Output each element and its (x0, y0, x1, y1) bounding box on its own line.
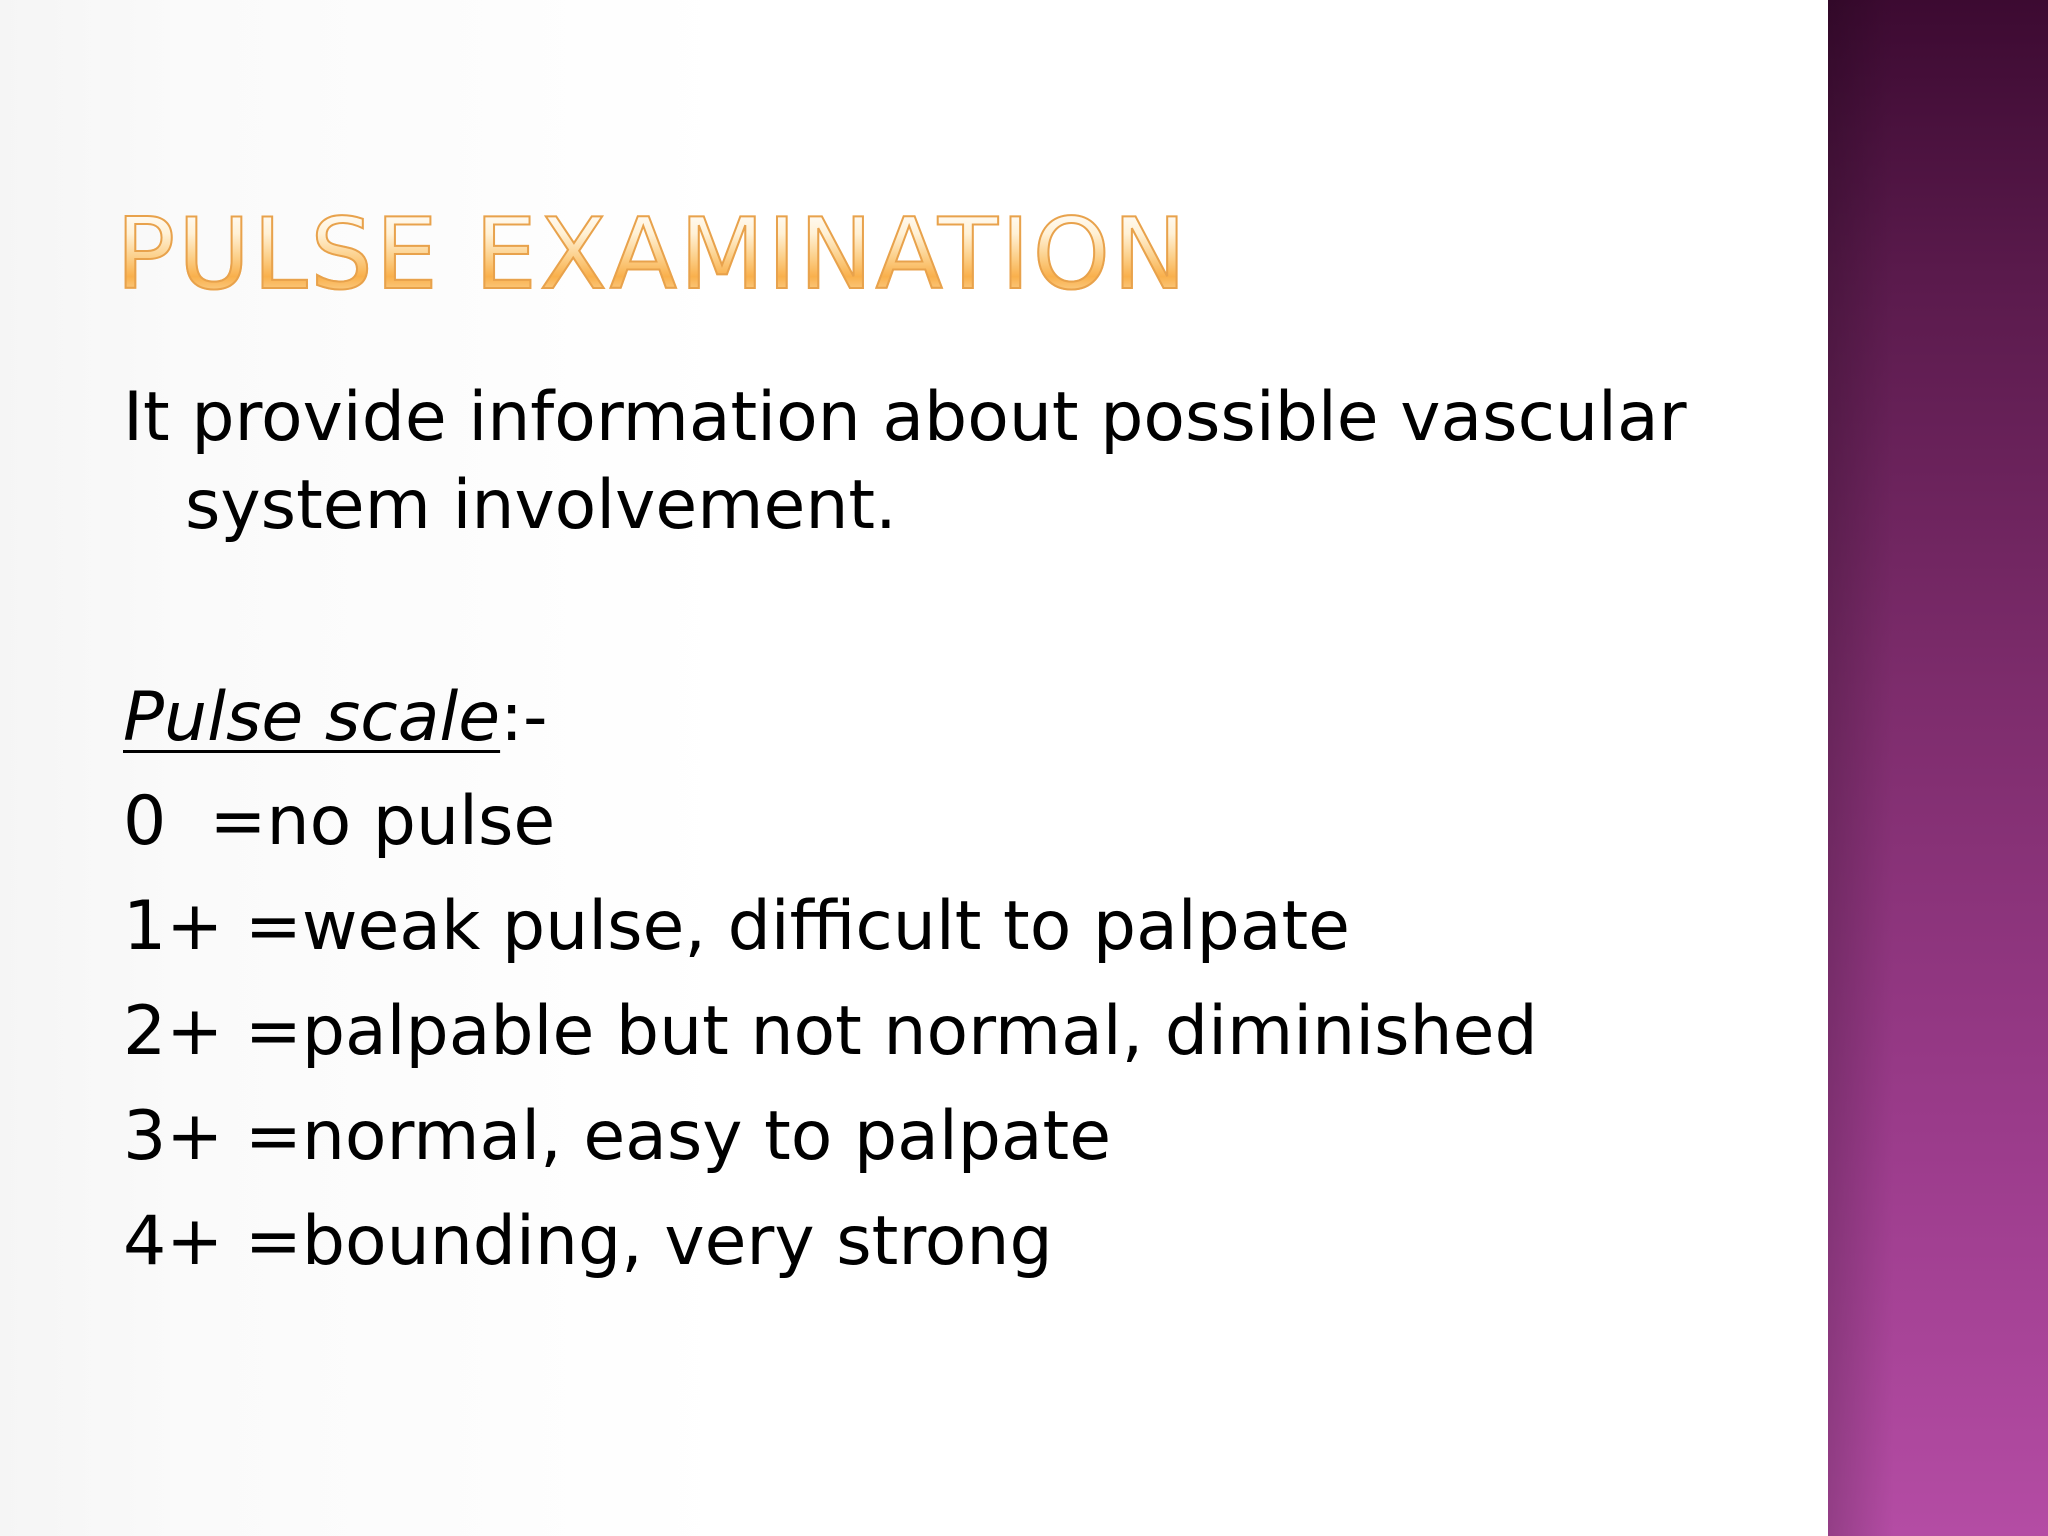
pulse-scale-label: Pulse scale (123, 678, 501, 757)
side-decorative-band (1828, 0, 2048, 1536)
slide-title: PULSE EXAMINATION (116, 198, 1190, 312)
pulse-scale-label-suffix: :- (500, 678, 548, 757)
pulse-scale-heading (123, 678, 1763, 757)
pulse-scale-item-2: 2+ =palpable but not normal, diminished (123, 992, 1538, 1071)
intro-text-line-1: It provide information about possible vascular (123, 378, 1687, 457)
pulse-scale-item-1: 1+ =weak pulse, difficult to palpate (123, 887, 1350, 966)
intro-text-line-2: system involvement. (185, 466, 897, 545)
pulse-scale-item-3: 3+ =normal, easy to palpate (123, 1097, 1112, 1176)
pulse-scale-item-4: 4+ =bounding, very strong (123, 1202, 1053, 1281)
pulse-scale-item-0: 0 =no pulse (123, 782, 556, 861)
